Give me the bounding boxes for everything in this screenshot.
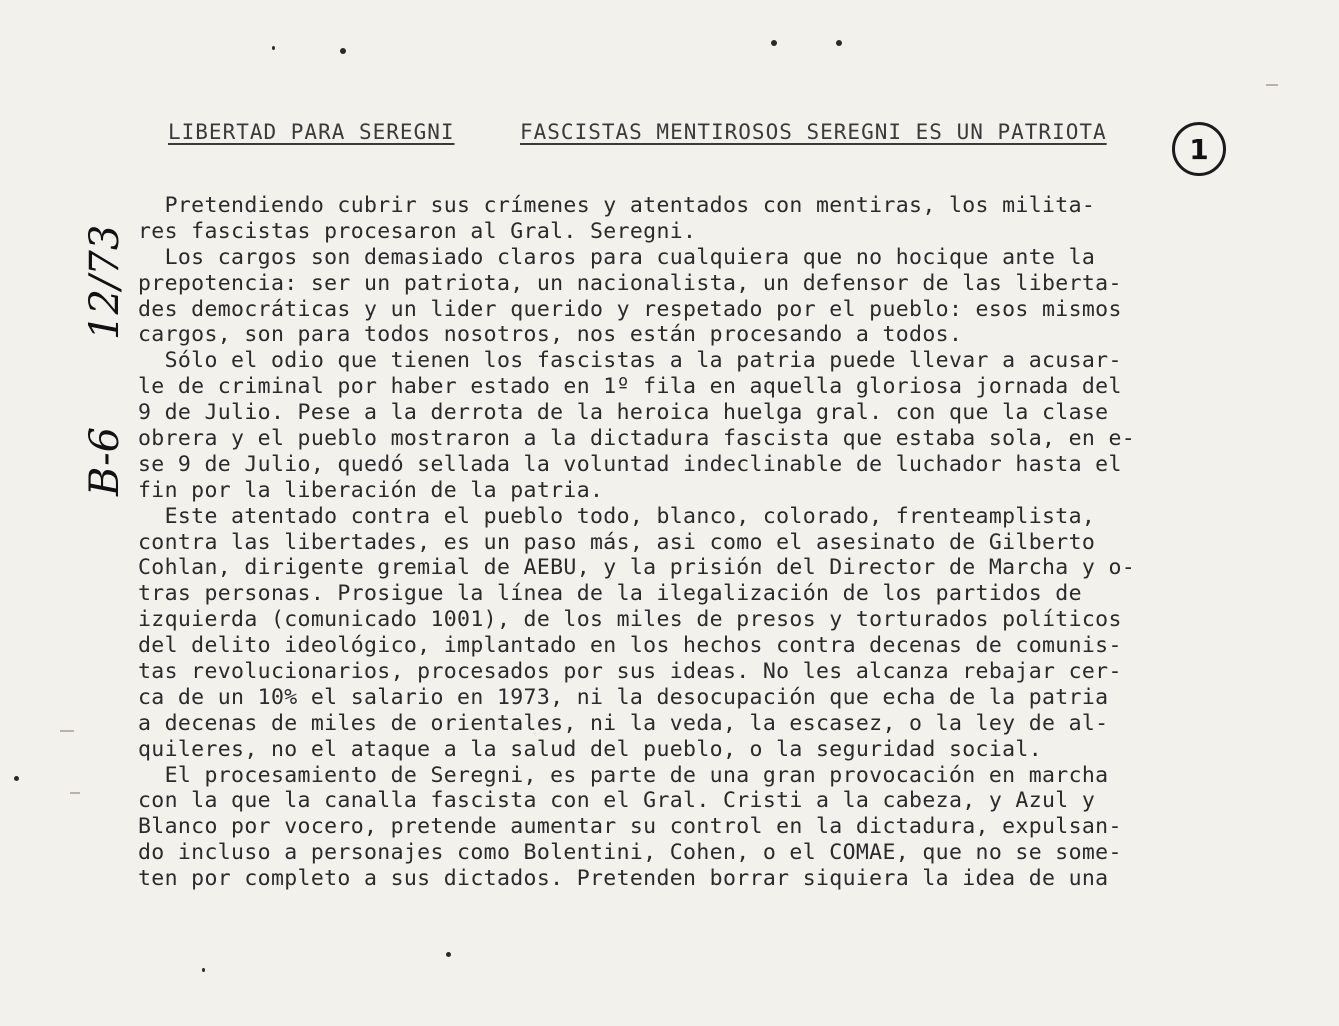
margin-note-date: 12/73 bbox=[82, 224, 128, 340]
body-line: fin por la liberación de la patria. bbox=[138, 477, 604, 503]
body-line: cargos, son para todos nosotros, nos están procesando a todos. bbox=[138, 322, 963, 348]
typewritten-body bbox=[138, 193, 1208, 892]
body-line: Blanco por vocero, pretende aumentar su control en la dictadura, expulsan- bbox=[138, 814, 1122, 840]
scan-mark bbox=[1266, 84, 1278, 86]
body-line: do incluso a personajes como Bolentini, Cohen, o el COMAE, que no se some- bbox=[138, 840, 1122, 866]
body-line: El procesamiento de Seregni, es parte de una gran provocación en marcha bbox=[138, 762, 1109, 788]
ink-speck bbox=[340, 48, 346, 54]
body-line: ca de un 10% el salario en 1973, ni la desocupación que echa de la patria bbox=[138, 684, 1109, 710]
body-line: des democráticas y un lider querido y respetado por el pueblo: esos mismos bbox=[138, 296, 1122, 322]
ink-speck bbox=[446, 952, 451, 957]
margin-note-code: B-6 bbox=[82, 426, 128, 496]
body-line: con la que la canalla fascista con el Gral. Cristi a la cabeza, y Azul y bbox=[138, 788, 1096, 814]
body-line: prepotencia: ser un patriota, un nacionalista, un defensor de las liberta- bbox=[138, 270, 1122, 296]
heading-left: LIBERTAD PARA SEREGNI bbox=[168, 120, 455, 144]
ink-speck bbox=[272, 46, 275, 50]
body-line: Pretendiendo cubrir sus crímenes y atentados con mentiras, los milita- bbox=[138, 193, 1096, 218]
body-line: quileres, no el ataque a la salud del pueblo, o la seguridad social. bbox=[138, 736, 1042, 762]
body-line: Sólo el odio que tienen los fascistas a la patria puede llevar a acusar- bbox=[138, 348, 1122, 374]
body-line: Cohlan, dirigente gremial de AEBU, y la prisión del Director de Marcha y o- bbox=[138, 555, 1136, 581]
body-line: obrera y el pueblo mostraron a la dictadura fascista que estaba sola, en e- bbox=[138, 426, 1136, 452]
ink-speck bbox=[836, 40, 842, 46]
body-line: ten por completo a sus dictados. Pretenden borrar siquiera la idea de una bbox=[138, 866, 1109, 892]
body-line: se 9 de Julio, quedó sellada la voluntad indeclinable de luchador hasta el bbox=[138, 451, 1122, 477]
body-line: tas revolucionarios, procesados por sus ideas. No les alcanza rebajar cer- bbox=[138, 659, 1122, 685]
body-line: izquierda (comunicado 1001), de los miles de presos y torturados políticos bbox=[138, 607, 1122, 633]
body-line: res fascistas procesaron al Gral. Seregni. bbox=[138, 218, 697, 244]
body-line: Los cargos son demasiado claros para cualquiera que no hocique ante la bbox=[138, 244, 1096, 270]
ink-speck bbox=[771, 40, 777, 46]
body-line: a decenas de miles de orientales, ni la veda, la escasez, o la ley de al- bbox=[138, 710, 1109, 736]
scan-mark bbox=[70, 792, 80, 794]
body-line: tras personas. Prosigue la línea de la ilegalización de los partidos de bbox=[138, 581, 1082, 607]
body-line: le de criminal por haber estado en 1º fila en aquella gloriosa jornada del bbox=[138, 374, 1122, 400]
page-number-badge: 1 bbox=[1172, 122, 1226, 176]
heading-right: FASCISTAS MENTIROSOS SEREGNI ES UN PATRIOTA bbox=[520, 120, 1107, 144]
document-heading bbox=[168, 120, 1168, 150]
body-line: del delito ideológico, implantado en los hechos contra decenas de comunis- bbox=[138, 633, 1122, 659]
scan-mark bbox=[60, 730, 74, 732]
body-line: Este atentado contra el pueblo todo, blanco, colorado, frenteamplista, bbox=[138, 503, 1096, 529]
body-line: contra las libertades, es un paso más, asi como el asesinato de Gilberto bbox=[138, 529, 1096, 555]
body-line: 9 de Julio. Pese a la derrota de la heroica huelga gral. con que la clase bbox=[138, 400, 1109, 426]
handwritten-margin-note bbox=[82, 222, 128, 502]
ink-speck bbox=[202, 968, 205, 972]
ink-speck bbox=[14, 776, 19, 781]
